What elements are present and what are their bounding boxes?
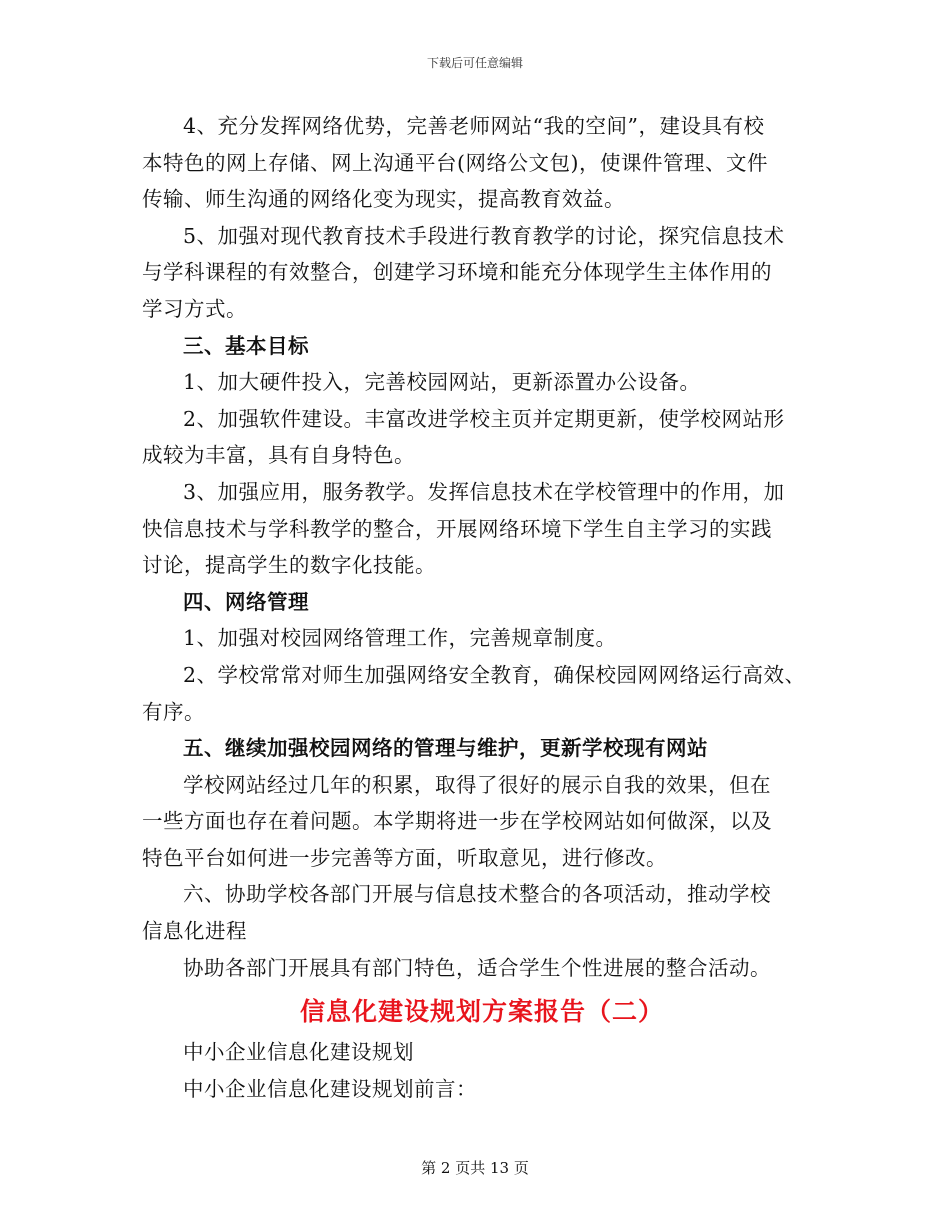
network-item-1: 1、加强对校园网络管理工作，完善规章制度。 <box>183 626 617 651</box>
sme-preface: 中小企业信息化建设规划前言： <box>183 1076 477 1101</box>
paragraph-4: 4、充分发挥网络优势，完善老师网站“我的空间”，建设具有校 本特色的网上存储、网上沟通平台(网络公文包)，使课件管理、文件 传输、师生沟通的网络化变为现实，提高教育效益。 <box>142 114 768 212</box>
sme-heading: 中小企业信息化建设规划 <box>183 1040 414 1065</box>
page-number: 第 2 页共 13 页 <box>421 1159 529 1177</box>
section-heading-3: 三、基本目标 <box>183 333 309 358</box>
network-item-2: 2、学校常常对师生加强网络安全教育，确保校园网网络运行高效、 有序。 <box>142 662 806 724</box>
section-heading-4: 四、网络管理 <box>183 589 309 614</box>
coordination-paragraph: 协助各部门开展具有部门特色，适合学生个性进展的整合活动。 <box>183 955 771 980</box>
goal-item-1: 1、加大硬件投入，完善校园网站，更新添置办公设备。 <box>183 370 701 395</box>
document-body <box>142 108 822 1107</box>
section-heading-5: 五、继续加强校园网络的管理与维护，更新学校现有网站 <box>183 736 708 761</box>
header-note: 下载后可任意编辑 <box>426 56 523 70</box>
paragraph-5: 5、加强对现代教育技术手段进行教育教学的讨论，探究信息技术 与学科课程的有效整合，创建学习环境和能充分体现学生主体作用的 学习方式。 <box>142 223 785 321</box>
goal-item-2: 2、加强软件建设。丰富改进学校主页并定期更新，使学校网站形 成较为丰富，具有自身特色。 <box>142 406 785 468</box>
goal-item-3: 3、加强应用，服务教学。发挥信息技术在学校管理中的作用，加 快信息技术与学科教学的整合，开展网络环境下学生自主学习的实践 讨论，提高学生的数字化技能。 <box>142 479 785 578</box>
website-paragraph: 学校网站经过几年的积累，取得了很好的展示自我的效果，但在 一些方面也存在着问题。本学期将进一步在学校网站如何做深，以及 特色平台如何进一步完善等方面，听取意见，进行修改。 <box>142 772 772 870</box>
section-heading-6: 六、协助学校各部门开展与信息技术整合的各项活动，推动学校 信息化进程 <box>142 882 771 944</box>
document-title: 信息化建设规划方案报告（二） <box>299 997 664 1027</box>
